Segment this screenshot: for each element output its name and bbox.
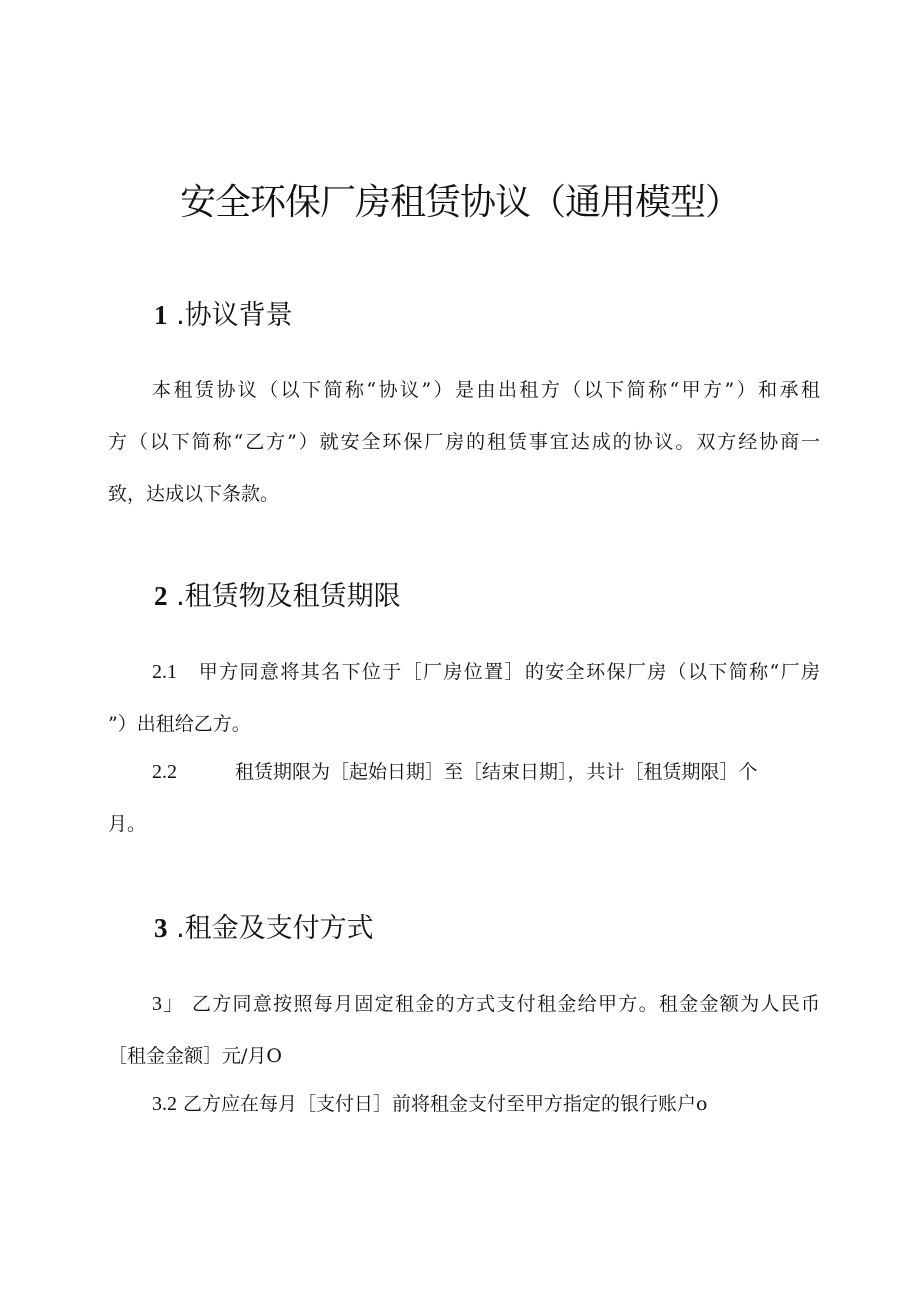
clause-number: 2.1 [152, 661, 177, 683]
clause-text: 乙方同意按照每月固定租金的方式支付租金给甲方。租金金额为人民币 [191, 993, 820, 1015]
clause-3-2 [108, 1078, 820, 1130]
clause-number: 3.2 [152, 1093, 177, 1115]
clause-line [108, 646, 820, 698]
clause-number: 3」 [152, 993, 185, 1015]
section-1-paragraph [108, 364, 820, 520]
clause-line [108, 746, 820, 798]
section-heading-rent-payment [154, 908, 374, 949]
clause-2-2 [108, 746, 820, 850]
section-heading-background [154, 295, 293, 336]
clause-3-1 [108, 978, 820, 1082]
clause-number: 2.2 [152, 761, 177, 783]
clause-2-1 [108, 646, 820, 750]
section-number: 2 [154, 581, 168, 611]
paragraph-line: 致，达成以下条款。 [108, 483, 280, 505]
section-number: 3 [154, 913, 168, 943]
section-title: .租赁物及租赁期限 [176, 581, 401, 612]
clause-text: 乙方应在每月［支付日］前将租金支付至甲方指定的银行账户o [183, 1093, 708, 1115]
section-number: 1 [154, 300, 168, 330]
section-title: .协议背景 [176, 300, 293, 331]
document-title: 安全环保厂房租赁协议（通用模型） [179, 182, 740, 223]
section-heading-lease-object-term [154, 576, 401, 617]
paragraph-line: 本租赁协议（以下简称“协议”）是由出租方（以下简称“甲方”）和承租 [152, 379, 820, 401]
clause-line: ”）出租给乙方。 [108, 713, 251, 735]
section-title: .租金及支付方式 [176, 913, 374, 944]
paragraph-line: 方（以下简称“乙方”）就安全环保厂房的租赁事宜达成的协议。双方经协商一 [108, 431, 820, 453]
clause-line [108, 1078, 820, 1130]
clause-line: ［租金金额］元/月O [108, 1045, 282, 1067]
clause-line [108, 978, 820, 1030]
clause-text: 租赁期限为［起始日期］至［结束日期］，共计［租赁期限］个 [235, 761, 758, 783]
clause-line: 月。 [108, 813, 147, 835]
clause-text: 甲方同意将其名下位于［厂房位置］的安全环保厂房（以下简称“厂房 [198, 661, 820, 683]
